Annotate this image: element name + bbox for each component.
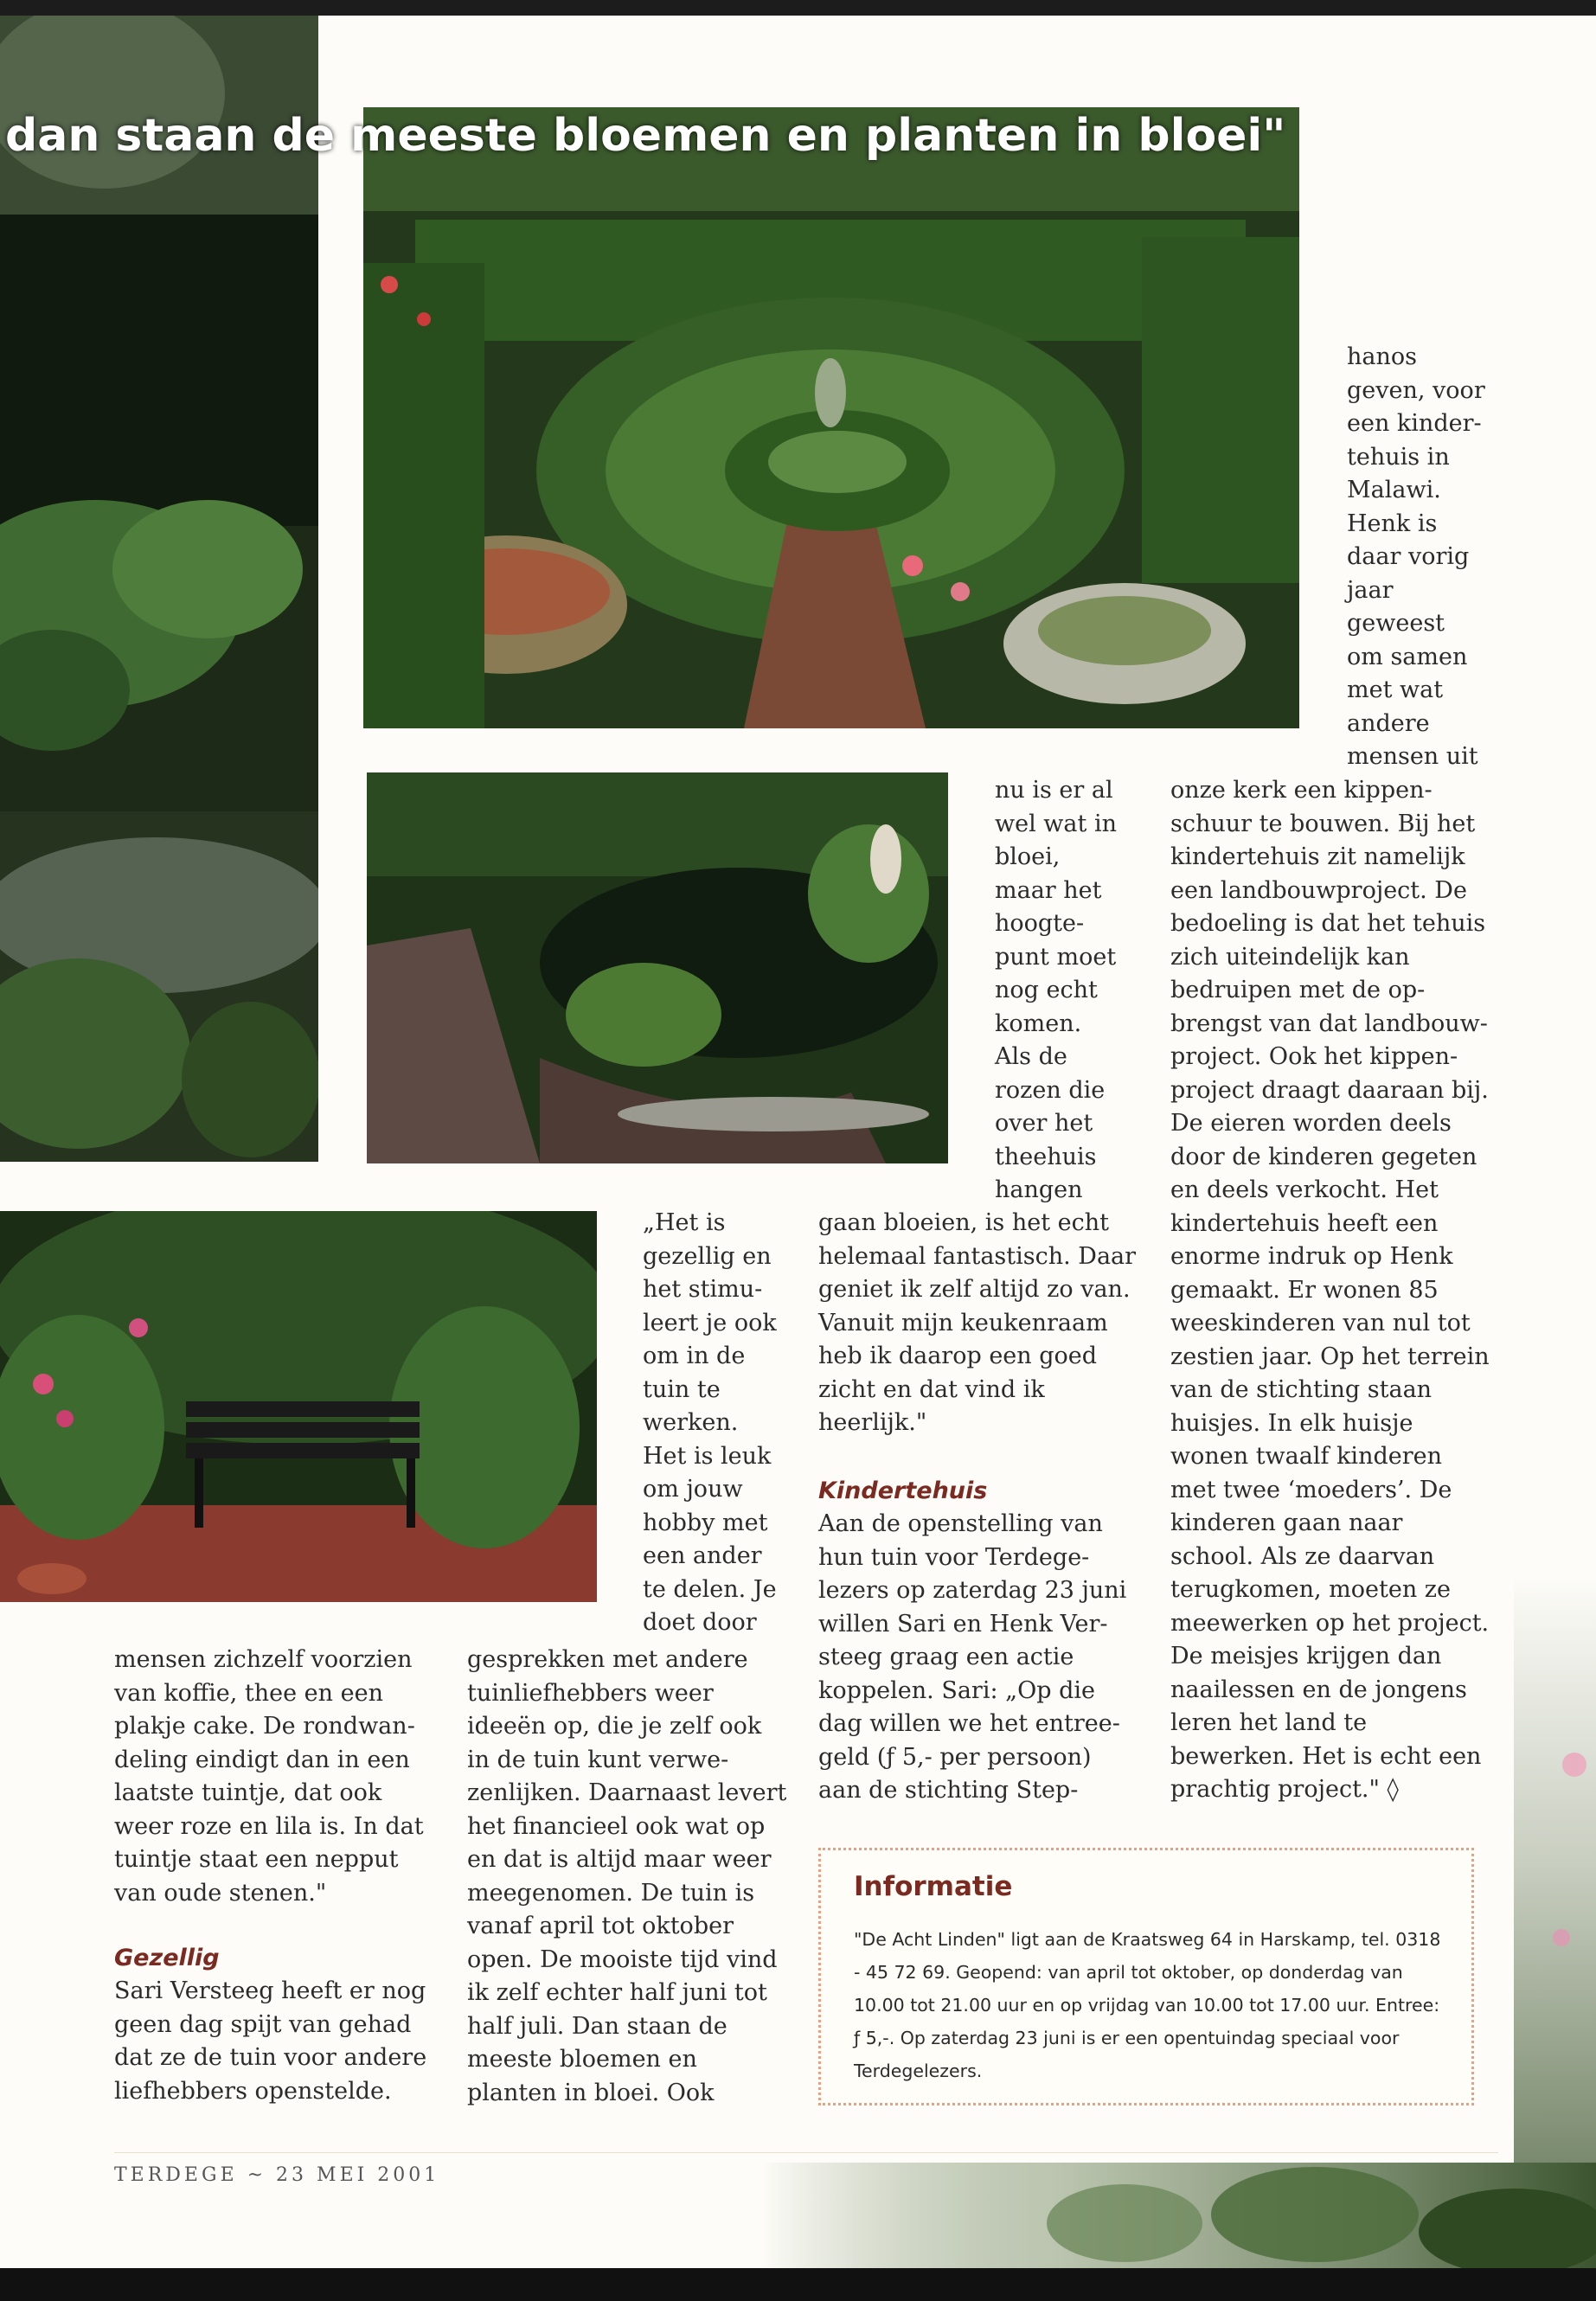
col-quote-narrow — [643, 1207, 777, 1640]
col2-body — [467, 1644, 787, 2110]
col3-continuation-text: gaan bloeien, is het echt helemaal fantastisch. Daar geniet ik zelf altijd zo van. Vanuit mijn keukenraam heb ik daarop een goed zicht en dat vind ik heerlijk." — [818, 1209, 1137, 1436]
col-right-top-text: hanos geven, voor een kindertehuis in Malawi. Henk is daar vorig jaar geweest om samen met wat andere mensen uit — [1347, 343, 1485, 770]
col-mid-narrow-text: nu is er al wel wat in bloei, maar het hoogtepunt moet nog echt komen. Als de rozen die over het theehuis hangen — [995, 777, 1117, 1203]
col3-body — [818, 1508, 1138, 1808]
col1-body2-text: Sari Versteeg heeft er nog geen dag spijt van gehad dat ze de tuin voor andere liefhebbers openstelde. — [114, 1977, 427, 2105]
col1-body — [114, 1644, 439, 1910]
col-quote-narrow-text: „Het is gezellig en het stimuleert je ook om in de tuin te werken. Het is leuk om jouw hobby met een ander te delen. Je doet door — [643, 1209, 777, 1636]
bottom-right-foliage-photo — [761, 2163, 1596, 2268]
col2-body-text: gesprekken met andere tuinliefhebbers weer ideeën op, die je zelf ook in de tuin kunt verwezenlijken. Daarnaast levert het financieel ook wat op en dat is altijd maar weer meegenomen. De tuin is vanaf april tot oktober open. De mooiste tijd vind ik zelf echter half juni tot half juli. Dan staan de meeste bloemen en planten in bloei. Ook — [467, 1646, 787, 2106]
col1-body2 — [114, 1975, 439, 2108]
footer-issue-date: TERDEGE ~ 23 MEI 2001 — [114, 2164, 440, 2186]
left-foliage-photo — [0, 16, 318, 1162]
garden-bench-photo — [0, 1211, 597, 1602]
col-right-main-text: onze kerk een kippenschuur te bouwen. Bij het kindertehuis zit namelijk een landbouwproject. De bedoeling is dat het tehuis zich uiteindelijk kan bedruipen met de opbrengst van dat landbouwproject. Ook het kippenproject draagt daaraan bij. De eieren worden deels door de kinderen gegeten en deels verkocht. Het kindertehuis heeft een enorme indruk op Henk gemaakt. Er wonen 85 weeskinderen van nul tot zestien jaar. Op het terrein van de stichting staan huisjes. In elk huisje wonen twaalf kinderen met twee ‘moeders’. De kinderen gaan naar school. Als ze daarvan terugkomen, moeten ze meewerken op het project. De meisjes krijgen dan naailessen en de jongens leren het land te bewerken. Het is echt een prachtig project." ◊ — [1170, 777, 1490, 1803]
col1-heading: Gezellig — [114, 1945, 220, 1971]
col-mid-narrow — [995, 774, 1125, 1208]
col3-heading: Kindertehuis — [818, 1477, 988, 1504]
bottom-edge-bar — [0, 2268, 1596, 2301]
info-body: "De Acht Linden" ligt aan de Kraatsweg 64 in Harskamp, tel. 0318 - 45 72 69. Geopend: van april tot oktober, op donderdag van 10.00 tot 21.00 uur en op vrijdag van 10.00 tot 17.00 uur. Entree: ƒ 5,-. Op zaterdag 23 juni is er een opentuindag speciaal voor Terdegelezers. — [854, 1929, 1441, 2081]
footer-rule — [114, 2152, 1498, 2153]
col1-body-text: mensen zichzelf voorzien van koffie, thee en een plakje cake. De rondwandeling eindigt dan in een laatste tuintje, dat ook weer roze en lila is. In dat tuintje staat een nepput van oude stenen." — [114, 1646, 424, 1907]
top-edge-bar — [0, 0, 1596, 16]
col-right-main — [1170, 774, 1490, 1807]
col-right-top — [1347, 341, 1485, 774]
col3-body-text: Aan de openstelling van hun tuin voor Terdegelezers op zaterdag 23 juni willen Sari en Henk Versteeg graag een actie koppelen. Sari: „Op die dag willen we het entreegeld (ƒ 5,- per persoon) aan de stichting Step- — [818, 1510, 1127, 1804]
garden-pond-photo — [367, 772, 948, 1163]
info-title: Informatie — [854, 1871, 1013, 1902]
col3-continuation — [818, 1207, 1138, 1440]
formal-garden-photo — [363, 107, 1299, 728]
info-box — [818, 1848, 1474, 2106]
headline: dan staan de meeste bloemen en planten in bloei" — [5, 110, 1286, 162]
right-edge-foliage-photo — [1514, 1574, 1596, 2163]
